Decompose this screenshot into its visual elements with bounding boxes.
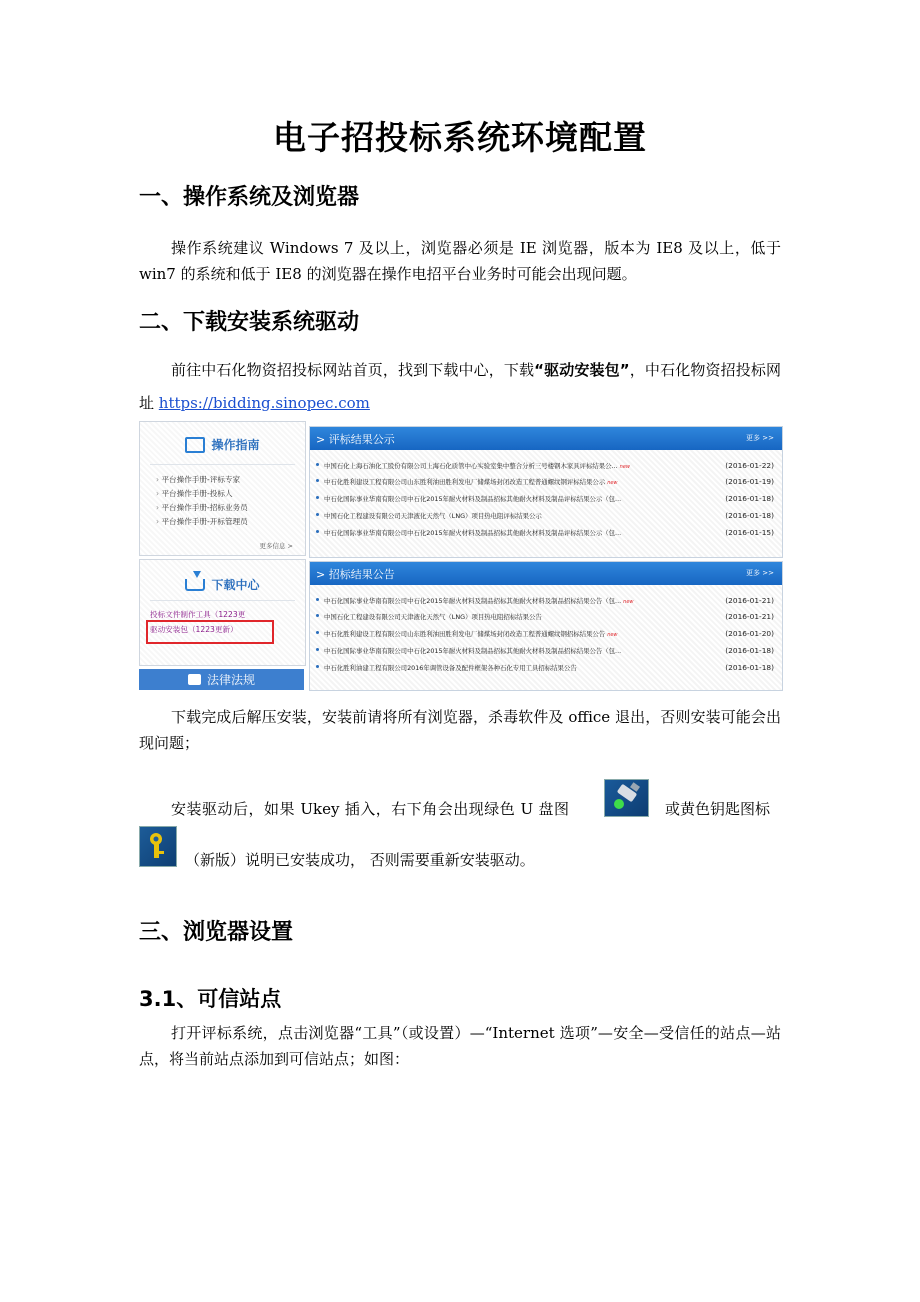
list-item-text: 中石化国际事业华南有限公司中石化2015年耐火材料及制品招标其他耐火材料及制品招标结果公告（包... bbox=[324, 647, 622, 655]
panel-more-link[interactable]: 更多 >> bbox=[746, 434, 774, 442]
download-card-title: 下载中心 bbox=[211, 578, 260, 592]
download-divider bbox=[150, 600, 295, 601]
list-item-text: 中石化国际事业华南有限公司中石化2015年耐火材料及制品招标其他耐火材料及制品评标结果公示（包... bbox=[324, 495, 622, 503]
bullet-icon bbox=[316, 665, 319, 668]
bullet-icon bbox=[316, 513, 319, 516]
guide-item[interactable]: › 平台操作手册-开标管理员 bbox=[156, 516, 248, 527]
list-item[interactable] bbox=[314, 643, 774, 659]
list-item[interactable] bbox=[314, 593, 774, 609]
list-item[interactable] bbox=[314, 525, 774, 541]
download-card bbox=[139, 559, 306, 666]
guide-card-header bbox=[140, 436, 305, 453]
bidding-site-link[interactable]: https://bidding.sinopec.com bbox=[158, 394, 370, 412]
download-item-tool[interactable]: 投标文件制作工具（1223更 bbox=[150, 610, 246, 619]
bullet-icon bbox=[316, 614, 319, 617]
list-item-text: 中石化胜利建设工程有限公司山东胜利油田胜利发电厂储煤场封闭改造工程普通螺纹钢评标结果公示 bbox=[324, 478, 606, 486]
list-item-text: 中石化胜利建设工程有限公司山东胜利油田胜利发电厂储煤场封闭改造工程普通螺纹钢招标结果公告 bbox=[324, 630, 606, 638]
download-card-header bbox=[140, 576, 305, 593]
bullet-icon bbox=[316, 530, 319, 533]
book-icon bbox=[185, 437, 205, 453]
list-item-date: (2016-01-21) bbox=[725, 612, 774, 621]
list-item[interactable] bbox=[314, 609, 774, 625]
install-note-paragraph: 下载完成后解压安装，安装前请将所有浏览器，杀毒软件及 office 退出，否则安装可能会出现问题； bbox=[139, 708, 781, 752]
panel-header bbox=[310, 562, 782, 585]
list-item-text: 中石化国际事业华南有限公司中石化2015年耐火材料及制品招标其他耐火材料及制品招标结果公告（包... bbox=[324, 597, 622, 605]
list-item-text: 中石化胜利油建工程有限公司2016年调管设备及配件框架各种石化专用工具招标结果公告 bbox=[324, 664, 577, 672]
law-bar[interactable] bbox=[139, 669, 304, 690]
guide-item[interactable]: › 平台操作手册-评标专家 bbox=[156, 474, 240, 485]
list-item[interactable] bbox=[314, 491, 774, 507]
section-3-1-heading: 3.1、可信站点 bbox=[139, 987, 282, 1011]
website-screenshot bbox=[139, 421, 782, 690]
panel-title: > 评标结果公示 bbox=[316, 433, 395, 446]
evaluation-results-panel bbox=[309, 426, 783, 558]
law-bar-label: 法律法规 bbox=[206, 673, 255, 687]
bullet-icon bbox=[316, 479, 319, 482]
section-2-paragraph bbox=[139, 354, 781, 420]
section-2-text-mid: ，中石化物资招投标网址 bbox=[139, 361, 781, 412]
bullet-icon bbox=[316, 496, 319, 499]
bullet-icon bbox=[316, 463, 319, 466]
panel-more-link[interactable]: 更多 >> bbox=[746, 569, 774, 577]
list-item[interactable] bbox=[314, 660, 774, 676]
download-icon bbox=[185, 579, 205, 591]
guide-more-link[interactable]: 更多信息 > bbox=[259, 542, 293, 550]
list-item[interactable] bbox=[314, 458, 774, 474]
list-item-date: (2016-01-18) bbox=[725, 646, 774, 655]
list-item-text: 中石化国际事业华南有限公司中石化2015年耐火材料及制品招标其他耐火材料及制品评标结果公示（包... bbox=[324, 529, 622, 537]
new-badge: new bbox=[607, 480, 618, 486]
document-title: 电子招投标系统环境配置 bbox=[273, 118, 647, 157]
ukey-paragraph-line1: 安装驱动后，如果 Ukey 插入，右下角会出现绿色 U 盘图 bbox=[171, 800, 569, 818]
list-item-text: 中国石化上海石油化工股份有限公司上海石化质管中心实验室集中整合分析三号楼钢木家具评标结果公... bbox=[324, 462, 618, 470]
ukey-paragraph-line1b: 或黄色钥匙图标 bbox=[665, 800, 771, 818]
panel-header bbox=[310, 427, 782, 450]
bullet-icon bbox=[316, 598, 319, 601]
list-item-text: 中国石化工程建设有限公司天津液化天然气（LNG）项目热电阻评标结果公示 bbox=[324, 512, 542, 520]
guide-item[interactable]: › 平台操作手册-招标业务员 bbox=[156, 502, 248, 513]
guide-divider bbox=[150, 464, 295, 465]
list-item[interactable] bbox=[314, 508, 774, 524]
list-item-date: (2016-01-18) bbox=[725, 511, 774, 520]
guide-card-title: 操作指南 bbox=[211, 438, 260, 452]
section-1-paragraph: 操作系统建议 Windows 7 及以上，浏览器必须是 IE 浏览器，版本为 IE8 及以上，低于 win7 的系统和低于 IE8 的浏览器在操作电招平台业务时可能会出现问题。 bbox=[139, 239, 781, 283]
section-3-1-paragraph: 打开评标系统，点击浏览器“工具”（或设置）—“Internet 选项”—安全—受信任的站点—站点，将当前站点添加到可信站点；如图： bbox=[139, 1024, 781, 1068]
new-badge: new bbox=[623, 599, 634, 605]
list-item-date: (2016-01-15) bbox=[725, 528, 774, 537]
bullet-icon bbox=[316, 648, 319, 651]
scroll-icon bbox=[188, 674, 201, 685]
usb-drive-icon bbox=[604, 779, 649, 817]
panel-title: > 招标结果公告 bbox=[316, 568, 395, 581]
list-item[interactable] bbox=[314, 474, 774, 490]
list-item-date: (2016-01-22) bbox=[725, 461, 774, 470]
list-item-date: (2016-01-21) bbox=[725, 596, 774, 605]
list-item-date: (2016-01-19) bbox=[725, 477, 774, 486]
guide-card bbox=[139, 421, 306, 556]
section-2-heading: 二、下载安装系统驱动 bbox=[139, 310, 360, 335]
section-1-heading: 一、操作系统及浏览器 bbox=[139, 185, 360, 210]
guide-item[interactable]: › 平台操作手册-投标人 bbox=[156, 488, 233, 499]
key-icon bbox=[139, 826, 177, 867]
section-3-heading: 三、浏览器设置 bbox=[139, 920, 294, 945]
download-item-driver[interactable]: 驱动安装包（1223更新） bbox=[150, 625, 238, 634]
list-item-date: (2016-01-18) bbox=[725, 663, 774, 672]
list-item-date: (2016-01-20) bbox=[725, 629, 774, 638]
new-badge: new bbox=[619, 464, 631, 470]
ukey-paragraph-line2: （新版）说明已安装成功， 否则需要重新安装驱动。 bbox=[185, 851, 535, 869]
list-item-date: (2016-01-18) bbox=[725, 494, 774, 503]
new-badge: new bbox=[607, 632, 618, 638]
tender-results-panel bbox=[309, 561, 783, 691]
list-item[interactable] bbox=[314, 626, 774, 642]
list-item-text: 中国石化工程建设有限公司天津液化天然气（LNG）项目热电阻招标结果公告 bbox=[324, 613, 542, 621]
bullet-icon bbox=[316, 631, 319, 634]
driver-package-quote: “驱动安装包” bbox=[534, 361, 630, 379]
section-2-text-prefix: 前往中石化物资招投标网站首页，找到下载中心，下载 bbox=[171, 361, 535, 379]
highlight-box bbox=[146, 620, 274, 644]
